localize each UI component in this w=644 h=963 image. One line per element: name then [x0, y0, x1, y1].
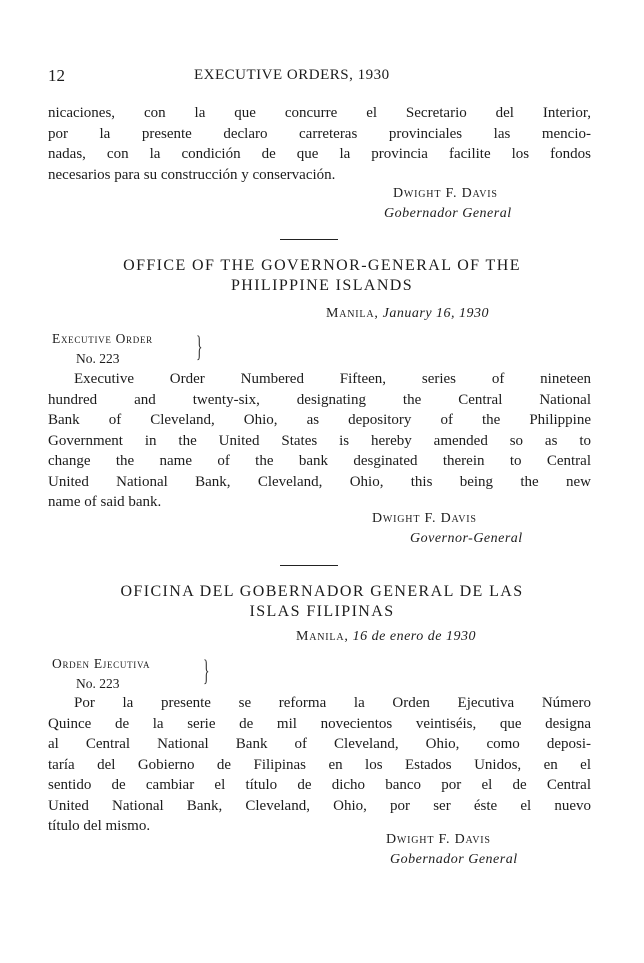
- signature-title: Gobernador General: [390, 852, 518, 867]
- heading-line: ISLAS FILIPINAS: [249, 603, 395, 620]
- spanish-dateline: [296, 629, 476, 645]
- paragraph-line: Quince de la serie de mil novecientos veintiséis, que designa: [48, 715, 591, 732]
- english-order-label: [52, 329, 153, 369]
- paragraph-line: name of said bank.: [48, 494, 162, 510]
- paragraph-line: Government in the United States is hereby amended so as to: [48, 432, 591, 449]
- paragraph-line: Bank of Cleveland, Ohio, as depository of the Philippine: [48, 412, 591, 428]
- paragraph-line: sentido de cambiar el título de dicho banco por el de Central: [48, 777, 591, 793]
- heading-line: PHILIPPINE ISLANDS: [230, 277, 414, 294]
- spanish-order-label: [52, 654, 150, 694]
- paragraph-line: por la presente declaro carreteras provinciales las mencio-: [48, 125, 591, 142]
- english-office-heading: [48, 256, 596, 296]
- page-header: [48, 66, 588, 88]
- order-kind: Executive Order: [52, 331, 153, 346]
- paragraph-line: United National Bank, Cleveland, Ohio, por ser éste el nuevo: [48, 797, 591, 814]
- section-divider: [280, 239, 338, 240]
- spanish-order-body: [48, 693, 591, 837]
- brace-glyph: }: [196, 330, 203, 363]
- paragraph-line: Por la presente se reforma la Orden Ejecutiva Número: [74, 695, 591, 711]
- signature-name: Dwight F. Davis: [372, 511, 477, 526]
- continuation-signature: [384, 184, 512, 224]
- paragraph-line: taría del Gobierno de Filipinas en los Estados Unidos, en el: [48, 756, 591, 773]
- order-number: No. 223: [76, 351, 120, 366]
- running-head: EXECUTIVE ORDERS, 1930: [194, 67, 390, 83]
- spanish-signature: [386, 830, 518, 870]
- signature-name: Dwight F. Davis: [386, 832, 491, 847]
- continuation-paragraph: [48, 103, 591, 185]
- dateline-date: January 16, 1930: [382, 306, 490, 321]
- paragraph-line: necesarios para su construcción y conservación.: [48, 166, 336, 183]
- paragraph-line: título del mismo.: [48, 818, 151, 834]
- dateline-place: Manila,: [326, 306, 379, 321]
- paragraph-line: nadas, con la condición de que la provincia facilite los fondos: [48, 146, 591, 162]
- heading-line: OFFICE OF THE GOVERNOR-GENERAL OF THE: [123, 257, 521, 274]
- paragraph-line: United National Bank, Cleveland, Ohio, this being the new: [48, 473, 591, 490]
- paragraph-line: Executive Order Numbered Fifteen, series of nineteen: [74, 371, 591, 387]
- english-dateline: [326, 306, 489, 322]
- order-kind: Orden Ejecutiva: [52, 656, 151, 671]
- dateline-place: Manila,: [296, 629, 349, 644]
- brace-glyph: }: [203, 654, 210, 687]
- signature-title: Gobernador General: [384, 206, 512, 221]
- signature-name: Dwight F. Davis: [393, 186, 498, 201]
- english-signature: [372, 509, 523, 549]
- dateline-date: 16 de enero de 1930: [352, 629, 476, 644]
- english-order-body: [48, 369, 591, 513]
- paragraph-line: change the name of the bank desginated therein to Central: [48, 453, 591, 469]
- paragraph-line: nicaciones, con la que concurre el Secretario del Interior,: [48, 105, 591, 121]
- paragraph-line: hundred and twenty-six, designating the Central National: [48, 391, 591, 408]
- order-number: No. 223: [76, 676, 120, 691]
- page-number: 12: [48, 66, 65, 85]
- signature-title: Governor-General: [410, 531, 523, 546]
- section-divider: [280, 565, 338, 566]
- spanish-office-heading: [48, 582, 596, 622]
- paragraph-line: al Central National Bank of Cleveland, Ohio, como deposi-: [48, 736, 591, 752]
- heading-line: OFICINA DEL GOBERNADOR GENERAL DE LAS: [120, 583, 524, 600]
